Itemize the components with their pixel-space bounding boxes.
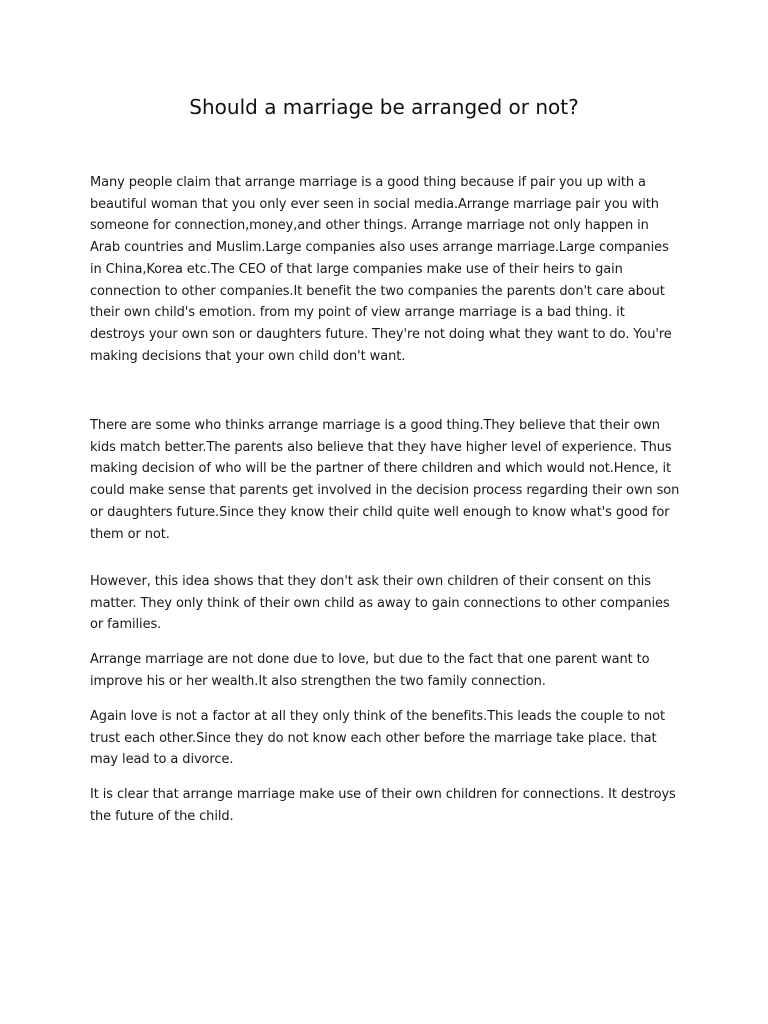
document-title: Should a marriage be arranged or not?: [189, 95, 579, 119]
paragraph-trust: Again love is not a factor at all they only think of the benefits.This leads the couple to not trust each other.Since they do not know each other before the marriage take place. that may lead to a divorce.: [90, 709, 666, 768]
paragraph-counterargument: There are some who thinks arrange marriage is a good thing.They believe that their own kids match better.The parents also believe that they have higher level of experience. Thus making decision of who will be the partner of there children and which would not.Hence, it could make sense that parents get involved in the decision process regarding their own son or daughters future.Since they know their child quite well enough to know what's good for them or not.: [90, 418, 680, 542]
paragraph-intro: Many people claim that arrange marriage is a good thing because if pair you up with a beautiful woman that you only ever seen in social media.Arrange marriage pair you with someone for connection,money,and other things. Arrange marriage not only happen in Arab countries and Muslim.Large companies also uses arrange marriage.Large companies in China,Korea etc.The CEO of that large companies make use of their heirs to gain connection to other companies.It benefit the two companies the parents don't care about their own child's emotion. from my point of view arrange marriage is a bad thing. it destroys your own son or daughters future. They're not doing what they want to do. You're making decisions that your own child don't want.: [90, 175, 672, 364]
paragraph-wealth: Arrange marriage are not done due to love, but due to the fact that one parent want to improve his or her wealth.It also strengthen the two family connection.: [90, 652, 650, 689]
paragraph-rebuttal: However, this idea shows that they don't ask their own children of their consent on this matter. They only think of their own child as away to gain connections to other companies or families.: [90, 574, 670, 633]
paragraph-conclusion: It is clear that arrange marriage make use of their own children for connections. It destroys the future of the child.: [90, 787, 676, 824]
